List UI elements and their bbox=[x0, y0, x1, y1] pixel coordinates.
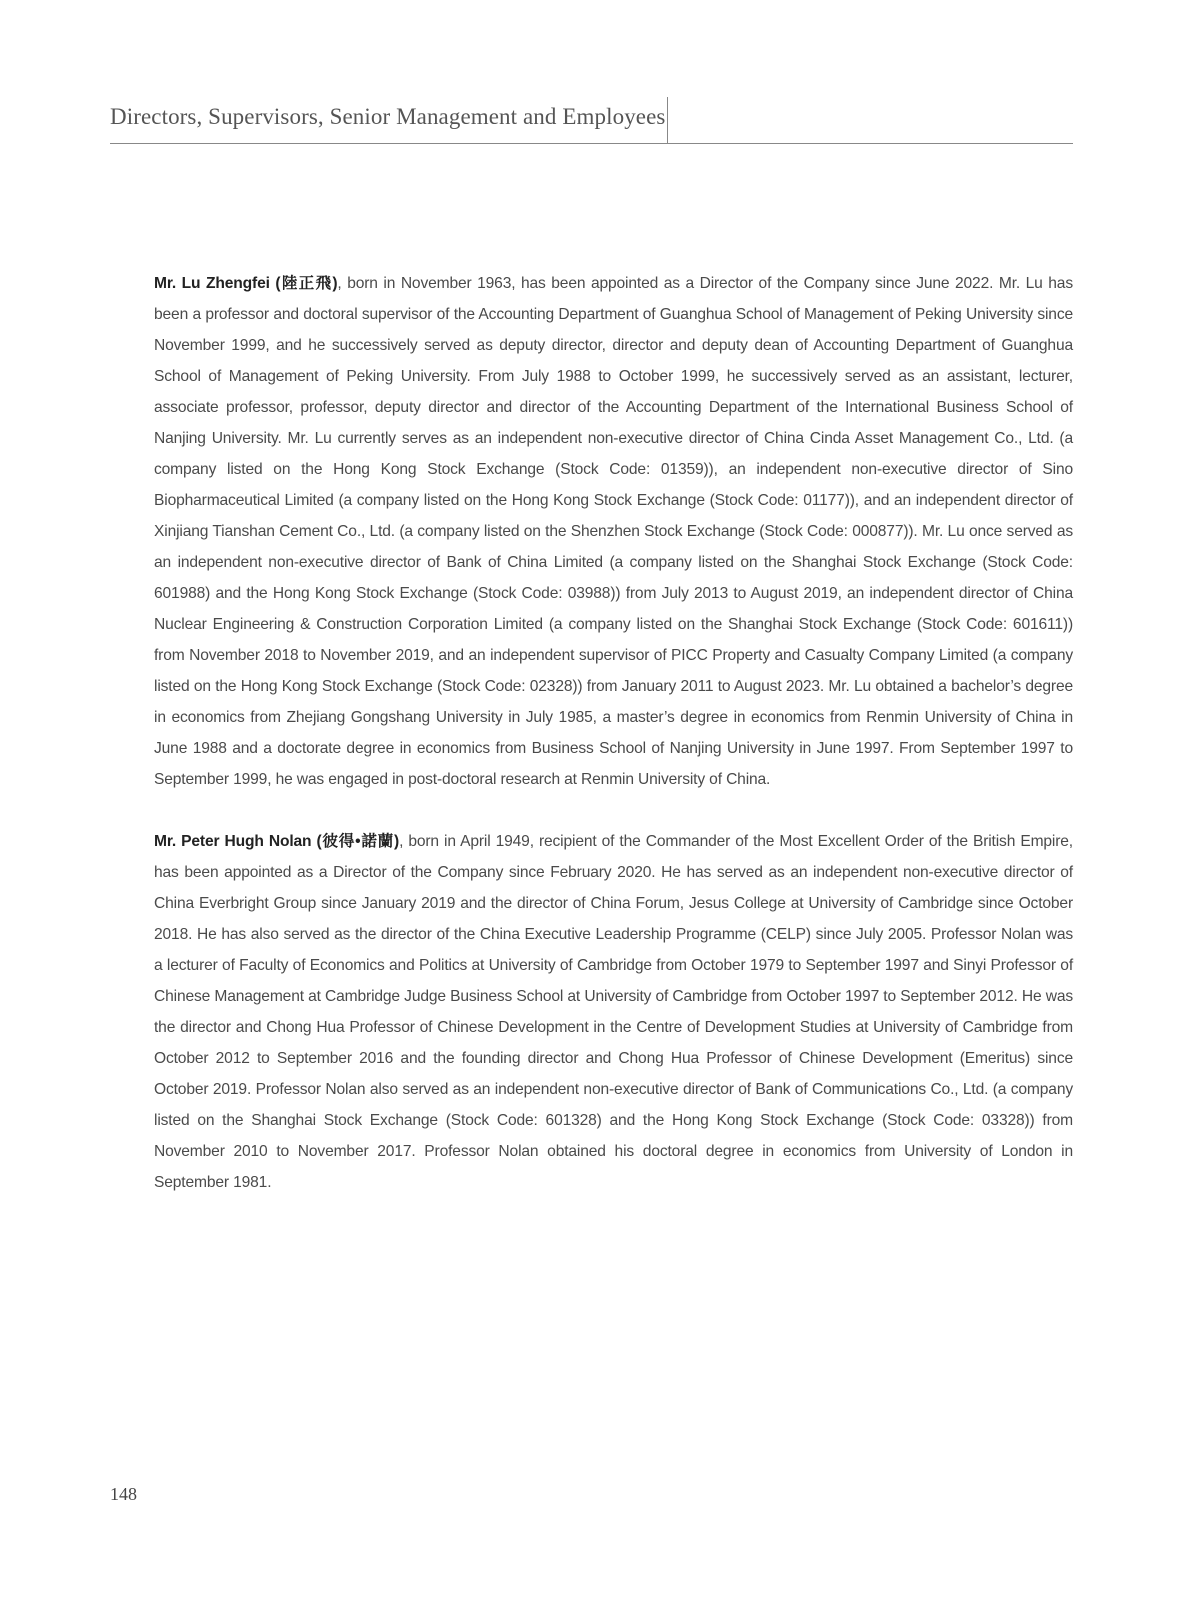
bio-paragraph-peter-nolan bbox=[154, 826, 1073, 1198]
running-header-title: Directors, Supervisors, Senior Management and Employees bbox=[110, 104, 666, 129]
bio-name: Mr. Peter Hugh Nolan (彼得•諾蘭) bbox=[154, 833, 400, 850]
page-number: 148 bbox=[110, 1484, 137, 1504]
bio-name: Mr. Lu Zhengfei (陸正飛) bbox=[154, 275, 338, 292]
header-vertical-divider bbox=[667, 97, 668, 143]
bio-paragraph-lu-zhengfei bbox=[154, 268, 1073, 795]
header-divider bbox=[110, 143, 1073, 144]
page-body bbox=[154, 268, 1073, 1229]
bio-text: , born in April 1949, recipient of the Commander of the Most Excellent Order of the British Empire, has been appointed as a Director of the Company since February 2020. He has served as an independent non-executive director of China Everbright Group since January 2019 and the director of China Forum, Jesus College at University of Cambridge since October 2018. He has also served as the director of the China Executive Leadership Programme (CELP) since July 2005. Professor Nolan was a lecturer of Faculty of Economics and Politics at University of Cambridge from October 1979 to September 1997 and Sinyi Professor of Chinese Management at Cambridge Judge Business School at University of Cambridge from October 1997 to September 2012. He was the director and Chong Hua Professor of Chinese Development in the Centre of Development Studies at University of Cambridge from October 2012 to September 2016 and the founding director and Chong Hua Professor of Chinese Development (Emeritus) since October 2019. Professor Nolan also served as an independent non-executive director of Bank of Communications Co., Ltd. (a company listed on the Shanghai Stock Exchange (Stock Code: 601328) and the Hong Kong Stock Exchange (Stock Code: 03328)) from November 2010 to November 2017. Professor Nolan obtained his doctoral degree in economics from University of London in September 1981. bbox=[154, 833, 1073, 1191]
bio-text: , born in November 1963, has been appointed as a Director of the Company since June 2022. Mr. Lu has been a professor and doctoral supervisor of the Accounting Department of Guanghua School of Management of Peking University since November 1999, and he successively served as deputy director, director and deputy dean of Accounting Department of Guanghua School of Management of Peking University. From July 1988 to October 1999, he successively served as an assistant, lecturer, associate professor, professor, deputy director and director of the Accounting Department of the International Business School of Nanjing University. Mr. Lu currently serves as an independent non-executive director of China Cinda Asset Management Co., Ltd. (a company listed on the Hong Kong Stock Exchange (Stock Code: 01359)), an independent non-executive director of Sino Biopharmaceutical Limited (a company listed on the Hong Kong Stock Exchange (Stock Code: 01177)), and an independent director of Xinjiang Tianshan Cement Co., Ltd. (a company listed on the Shenzhen Stock Exchange (Stock Code: 000877)). Mr. Lu once served as an independent non-executive director of Bank of China Limited (a company listed on the Shanghai Stock Exchange (Stock Code: 601988) and the Hong Kong Stock Exchange (Stock Code: 03988)) from July 2013 to August 2019, an independent director of China Nuclear Engineering & Construction Corporation Limited (a company listed on the Shanghai Stock Exchange (Stock Code: 601611)) from November 2018 to November 2019, and an independent supervisor of PICC Property and Casualty Company Limited (a company listed on the Hong Kong Stock Exchange (Stock Code: 02328)) from January 2011 to August 2023. Mr. Lu obtained a bachelor’s degree in economics from Zhejiang Gongshang University in July 1985, a master’s degree in economics from Renmin University of China in June 1988 and a doctorate degree in economics from Business School of Nanjing University in June 1997. From September 1997 to September 1999, he was engaged in post-doctoral research at Renmin University of China. bbox=[154, 275, 1073, 788]
